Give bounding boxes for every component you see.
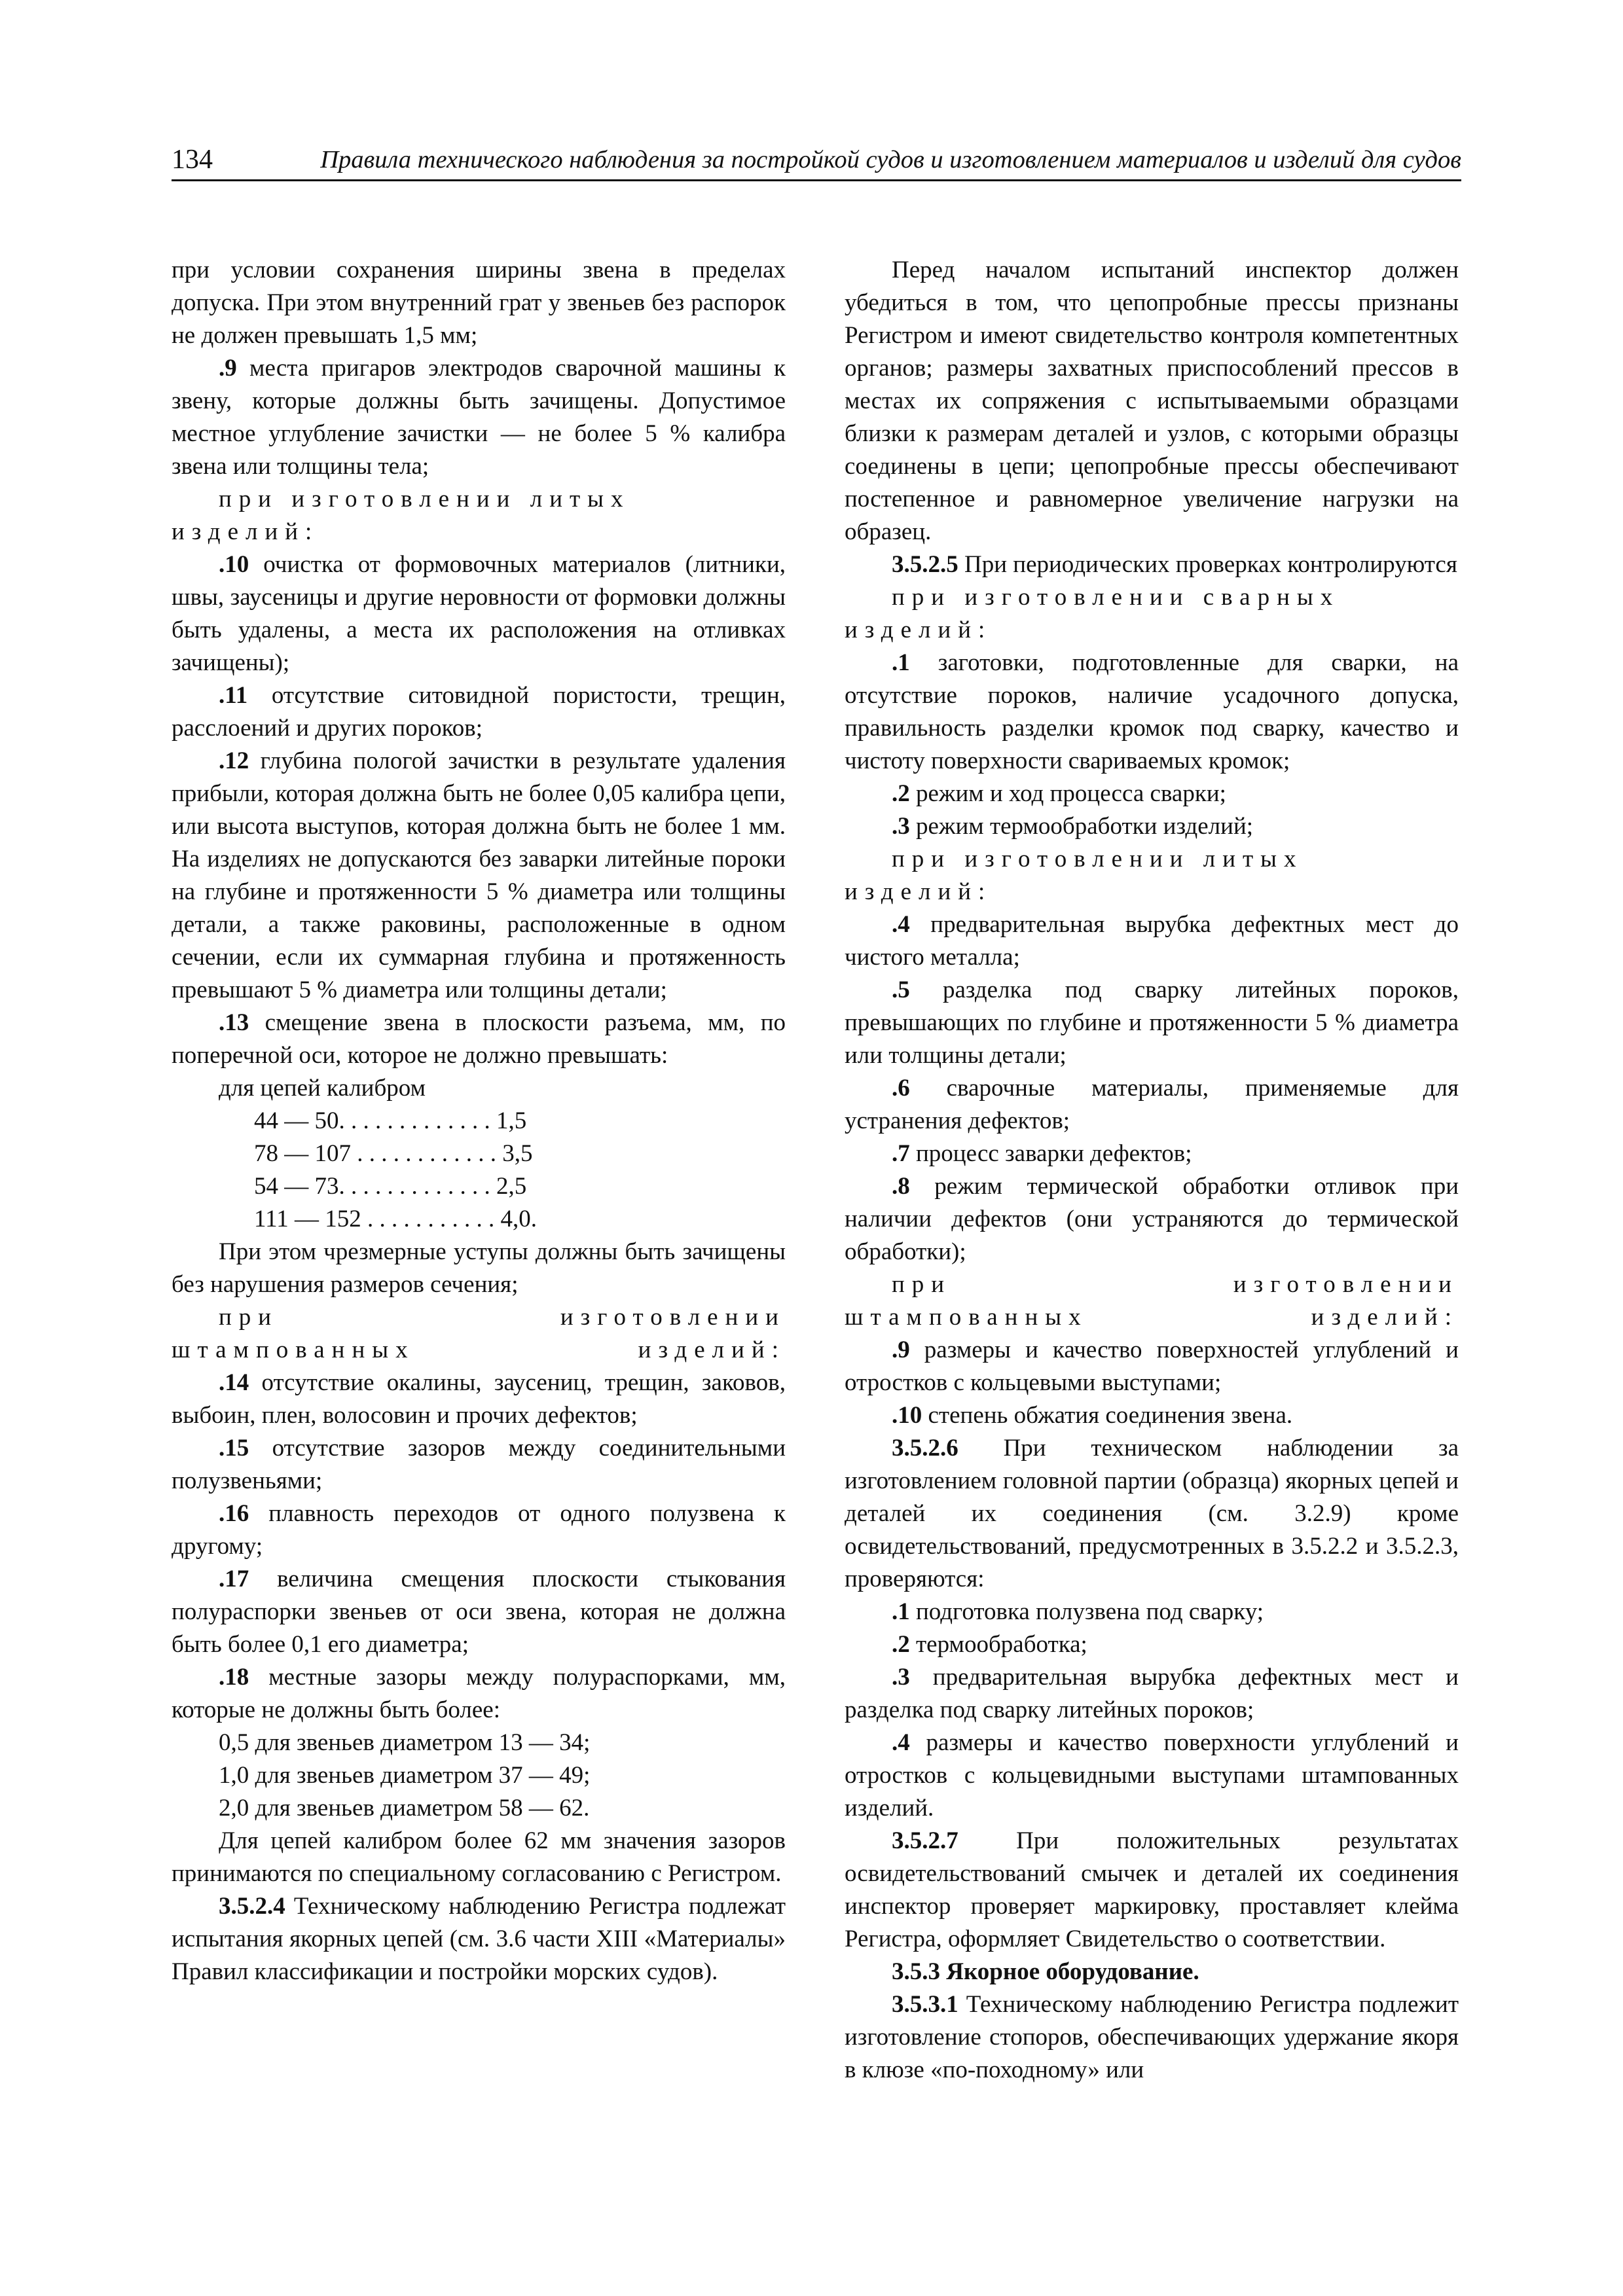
item-number: .18 <box>219 1664 249 1691</box>
page-number: 134 <box>172 145 213 175</box>
item-number: .3 <box>892 813 910 840</box>
table-row: 44 — 50. . . . . . . . . . . . . 1,5 <box>254 1107 527 1134</box>
item-number: .14 <box>219 1369 249 1396</box>
item-text: режим термообработки изделий; <box>909 813 1254 840</box>
clause-text: При положительных результатах освидетельствований смычек и деталей их соединения инспектор проверяет маркировку, проставляет клейма Регистра, оформляет Свидетельство о соответствии. <box>845 1827 1459 1952</box>
left-column <box>172 254 786 1988</box>
item-text: степень обжатия соединения звена. <box>922 1402 1293 1429</box>
list-item <box>845 1138 1459 1170</box>
list-item <box>172 548 786 679</box>
clause-number: 3.5.3.1 <box>892 1991 958 2018</box>
list-item <box>845 1596 1459 1628</box>
item-text: отсутствие зазоров между соединительными полузвеньями; <box>172 1435 786 1494</box>
item-number: .2 <box>892 780 910 807</box>
list-item <box>845 1170 1459 1268</box>
list-item <box>172 1661 786 1727</box>
section-subheading: при изготовлении литых изделий: <box>172 486 630 545</box>
list-item <box>845 1661 1459 1727</box>
item-number: .10 <box>219 551 249 578</box>
paragraph: При этом чрезмерные уступы должны быть зачищены без нарушения размеров сечения; <box>172 1238 786 1298</box>
gap-line: 1,0 для звеньев диаметром 37 — 49; <box>219 1762 591 1789</box>
list-item <box>845 1727 1459 1825</box>
running-title: Правила технического наблюдения за постройкой судов и изготовлением материалов и изделий для судов <box>320 146 1461 173</box>
clause-text: При периодических проверках контролируются <box>958 551 1457 578</box>
item-text: предварительная вырубка дефектных мест и разделка под сварку литейных пороков; <box>845 1664 1459 1723</box>
right-column <box>845 254 1459 2087</box>
list-item <box>845 1334 1459 1399</box>
item-text: смещение звена в плоскости разъема, мм, по поперечной оси, которое не должно превышать: <box>172 1009 786 1069</box>
item-text: процесс заварки дефектов; <box>909 1140 1192 1167</box>
clause-number: 3.5.2.7 <box>892 1827 958 1854</box>
list-item <box>172 352 786 483</box>
paragraph: Для цепей калибром более 62 мм значения зазоров принимаются по специальному согласованию с Регистром. <box>172 1827 786 1887</box>
item-number: .17 <box>219 1566 249 1592</box>
paragraph: Перед началом испытаний инспектор должен убедиться в том, что цепопробные прессы признаны Регистром и имеют свидетельство контроля компетентных органов; размеры захватных приспособлений прессов в местах их сопряжения с испытываемыми образцами близки к размерам деталей и узлов, с которыми образцы соединены в цепи; цепопробные прессы обеспечивают постепенное и равномерное увеличение нагрузки на образец. <box>845 257 1459 545</box>
table-row: 111 — 152 . . . . . . . . . . . 4,0. <box>254 1206 538 1232</box>
item-text: заготовки, подготовленные для сварки, на отсутствие пороков, наличие усадочного допуска, правильность разделки кромок под сварку, качество и чистоту поверхности свариваемых кромок; <box>845 649 1459 774</box>
item-text: отсутствие ситовидной пористости, трещин, расслоений и других пороков; <box>172 682 786 742</box>
table-row: 54 — 73. . . . . . . . . . . . . 2,5 <box>254 1173 527 1200</box>
list-item <box>845 810 1459 843</box>
clause-number: 3.5.2.6 <box>892 1435 958 1462</box>
list-item <box>845 1628 1459 1661</box>
item-number: .8 <box>892 1173 910 1200</box>
item-number: .3 <box>892 1664 910 1691</box>
item-number: .10 <box>892 1402 922 1429</box>
section-subheading: при изготовлении сварных изделий: <box>845 584 1340 643</box>
item-number: .13 <box>219 1009 249 1036</box>
clause <box>845 1988 1459 2087</box>
list-item <box>172 1432 786 1498</box>
paragraph: при условии сохранения ширины звена в пределах допуска. При этом внутренний грат у звеньев без распорок не должен превышать 1,5 мм; <box>172 257 786 349</box>
item-number: .4 <box>892 1729 910 1756</box>
section-subheading: при изготовлении штампованных изделий: <box>172 1304 786 1363</box>
table-caption: для цепей калибром <box>219 1075 426 1102</box>
clause-text: При техническом наблюдении за изготовлением головной партии (образца) якорных цепей и деталей их соединения (см. 3.2.9) кроме освидетельствований, предусмотренных в 3.5.2.2 и 3.5.2.3, проверяются: <box>845 1435 1459 1592</box>
item-number: .6 <box>892 1075 910 1102</box>
item-text: предварительная вырубка дефектных мест до чистого металла; <box>845 911 1459 971</box>
item-number: .15 <box>219 1435 249 1462</box>
item-number: .16 <box>219 1500 249 1527</box>
item-text: подготовка полузвена под сварку; <box>909 1598 1264 1625</box>
clause-text: Техническому наблюдению Регистра подлежит изготовление стопоров, обеспечивающих удержание якоря в клюзе «по-походному» или <box>845 1991 1459 2083</box>
list-item <box>172 1007 786 1072</box>
list-item <box>172 1367 786 1432</box>
item-number: .4 <box>892 911 910 938</box>
section-subheading: при изготовлении литых изделий: <box>845 846 1304 905</box>
list-item <box>845 647 1459 778</box>
section-subheading: при изготовлении штампованных изделий: <box>845 1271 1459 1331</box>
list-item <box>845 778 1459 810</box>
list-item <box>845 1072 1459 1138</box>
item-number: .9 <box>219 355 237 382</box>
list-item <box>172 1563 786 1661</box>
clause-number: 3.5.2.4 <box>219 1893 285 1920</box>
item-number: .12 <box>219 747 249 774</box>
clause <box>845 1825 1459 1956</box>
item-number: .1 <box>892 649 910 676</box>
item-number: .9 <box>892 1336 910 1363</box>
item-number: .11 <box>219 682 248 709</box>
table-row: 78 — 107 . . . . . . . . . . . . 3,5 <box>254 1140 533 1167</box>
clause <box>172 1890 786 1988</box>
item-number: .5 <box>892 977 910 1003</box>
page-header <box>172 143 1461 181</box>
list-item <box>172 1498 786 1563</box>
item-text: термообработка; <box>909 1631 1087 1658</box>
item-text: размеры и качество поверхности углублений и отростков с кольцевидными выступами штампованных изделий. <box>845 1729 1459 1821</box>
list-item <box>845 974 1459 1072</box>
clause-text: Техническому наблюдению Регистра подлежат испытания якорных цепей (см. 3.6 части XIII «Материалы» Правил классификации и постройки морских судов). <box>172 1893 786 1985</box>
item-text: местные зазоры между полураспорками, мм, которые не должны быть более: <box>172 1664 786 1723</box>
list-item <box>172 745 786 1007</box>
item-text: места пригаров электродов сварочной машины к звену, которые должны быть зачищены. Допустимое местное углубление зачистки — не более 5 % калибра звена или толщины тела; <box>172 355 786 480</box>
item-text: величина смещения плоскости стыкования полураспорки звеньев от оси звена, которая не должна быть более 0,1 его диаметра; <box>172 1566 786 1658</box>
list-item <box>172 679 786 745</box>
item-number: .7 <box>892 1140 910 1167</box>
item-text: разделка под сварку литейных пороков, превышающих по глубине и протяженности 5 % диаметра или толщины детали; <box>845 977 1459 1069</box>
clause <box>845 548 1459 581</box>
item-number: .1 <box>892 1598 910 1625</box>
item-text: отсутствие окалины, заусениц, трещин, заковов, выбоин, плен, волосовин и прочих дефектов; <box>172 1369 786 1429</box>
list-item <box>845 908 1459 974</box>
section-heading: 3.5.3 Якорное оборудование. <box>892 1958 1199 1985</box>
clause <box>845 1432 1459 1596</box>
item-number: .2 <box>892 1631 910 1658</box>
item-text: режим и ход процесса сварки; <box>909 780 1226 807</box>
item-text: размеры и качество поверхностей углублений и отростков с кольцевыми выступами; <box>845 1336 1459 1396</box>
list-item <box>845 1399 1459 1432</box>
item-text: сварочные материалы, применяемые для устранения дефектов; <box>845 1075 1459 1134</box>
item-text: очистка от формовочных материалов (литники, швы, заусеницы и другие неровности от формовки должны быть удалены, а места их расположения на отливках зачищены); <box>172 551 786 676</box>
clause-number: 3.5.2.5 <box>892 551 958 578</box>
item-text: режим термической обработки отливок при наличии дефектов (они устраняются до термической обработки); <box>845 1173 1459 1265</box>
gap-line: 0,5 для звеньев диаметром 13 — 34; <box>219 1729 591 1756</box>
item-text: плавность переходов от одного полузвена к другому; <box>172 1500 786 1560</box>
item-text: глубина пологой зачистки в результате удаления прибыли, которая должна быть не более 0,05 калибра цепи, или высота выступов, которая должна быть не более 1 мм. На изделиях не допускаются без заварки литейные пороки на глубине и протяженности 5 % диаметра или толщины детали, а также раковины, расположенные в одном сечении, если их суммарная глубина и протяженность превышают 5 % диаметра или толщины детали; <box>172 747 786 1003</box>
gap-line: 2,0 для звеньев диаметром 58 — 62. <box>219 1795 590 1821</box>
